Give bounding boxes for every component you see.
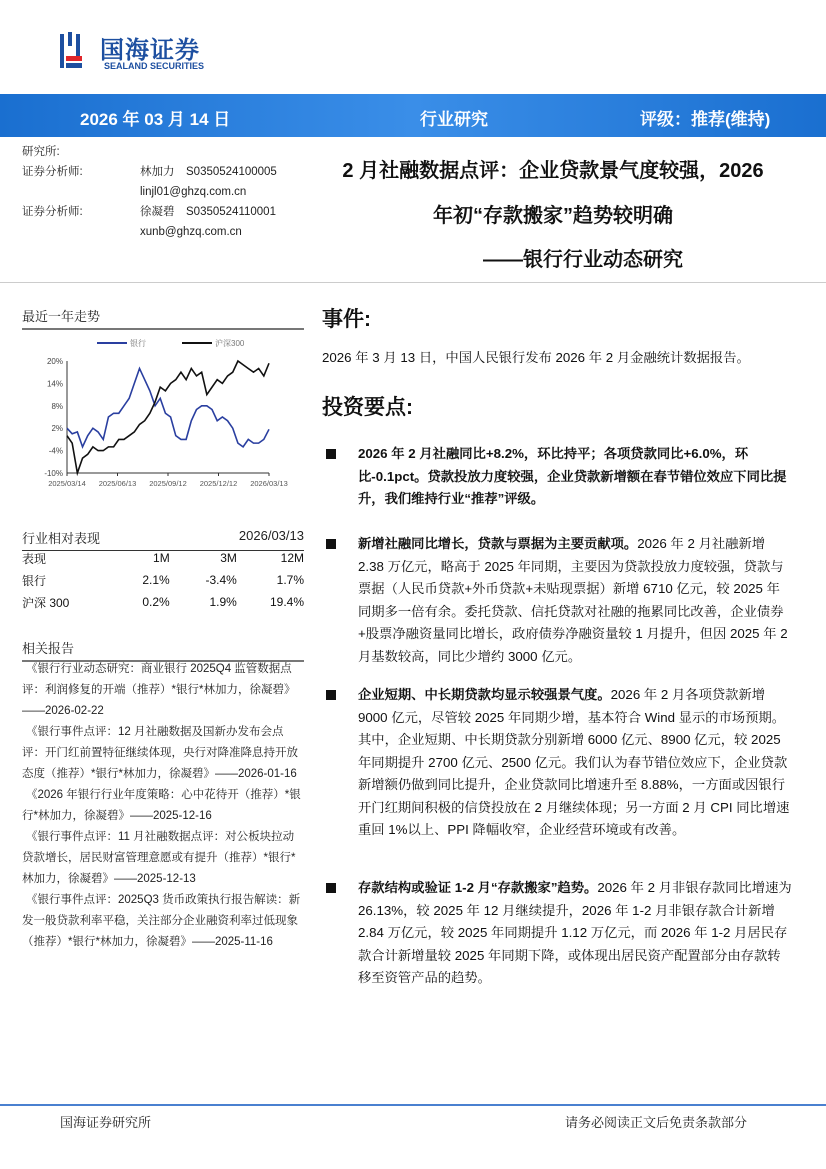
x-tick-label: 2025/06/13 bbox=[98, 479, 137, 488]
related-report-link[interactable]: 《银行事件点评：12 月社融数据及国新办发布会点评：开门红前置特征继续体现，央行对降准降息持开放态度（推荐）*银行*林加力，徐凝碧》——2026-01-16 bbox=[22, 726, 298, 780]
analyst-role: 证券分析师: bbox=[22, 206, 83, 218]
analyst-cert: S0350524110001 bbox=[186, 206, 276, 218]
point-bold: 新增社融同比增长，贷款与票据为主要贡献项。 bbox=[358, 536, 638, 551]
trend-chart bbox=[22, 332, 304, 497]
cell: 银行 bbox=[22, 573, 47, 588]
cell: -3.4% bbox=[205, 573, 237, 587]
footer-left: 国海证券研究所 bbox=[60, 1115, 152, 1130]
report-title-line2: 年初“存款搬家”趋势较明确 bbox=[433, 205, 673, 227]
x-tick-label: 2025/12/12 bbox=[199, 479, 238, 488]
point-text: 2026 年 2 月各项贷款新增 9000 亿元，尽管较 2025 年同期少增，基本符合 Wind 显示的市场预期。其中，企业短期、中长期贷款分别新增 6000 亿元、8900 亿元，较 2025 年同期提升 2700 亿元、2500 亿元。我们认为春节错位效应下，企业贷款新增额仍做到同比提升，企业贷款同比增速升至 8.88%，一方面或因银行开门红期间积极的信贷投放在 2 月继续体现；另一方面 2 月 CPI 同比增速重回 1%以上、PPI 降幅收窄，企业经营环境或有改善。 bbox=[358, 687, 790, 837]
report-date: 2026 年 03 月 14 日 bbox=[80, 110, 231, 129]
analyst-block bbox=[22, 142, 277, 242]
cell: 2.1% bbox=[142, 573, 170, 587]
cell: 1.9% bbox=[209, 595, 237, 609]
bullet-icon bbox=[326, 449, 336, 459]
related-reports bbox=[22, 659, 304, 953]
related-heading: 相关报告 bbox=[22, 638, 304, 662]
point-text: 2026 年 2 月社融新增 2.38 万亿元，略高于 2025 年同期，主要因为贷款投放力度较强，贷款与票据（人民币贷款+外币贷款+未贴现票据）新增 6710 亿元，较 2025 年同期多一倍有余。委托贷款、信托贷款对社融的拖累同比改善，企业债券+股票净融资量同比增长，政府债券净融资量较 1 月提升，但因 2025 年 2 月基数较高，同比少增约 3000 亿元。 bbox=[358, 536, 788, 664]
cell: 1M bbox=[153, 551, 170, 565]
report-category: 行业研究 bbox=[420, 110, 488, 129]
y-tick-label: 14% bbox=[46, 379, 63, 389]
y-tick-label: -10% bbox=[44, 469, 63, 478]
rating: 评级：推荐(维持) bbox=[640, 110, 771, 129]
cell: 0.2% bbox=[142, 595, 170, 609]
event-text: 2026 年 3 月 13 日，中国人民银行发布 2026 年 2 月金融统计数据报告。 bbox=[322, 350, 750, 365]
legend-label: 沪深300 bbox=[215, 339, 245, 348]
bullet-icon bbox=[326, 883, 336, 893]
report-subtitle: ——银行行业动态研究 bbox=[483, 249, 683, 271]
header-band bbox=[0, 94, 826, 137]
x-tick-label: 2025/03/14 bbox=[48, 479, 86, 488]
y-tick-label: 20% bbox=[46, 357, 63, 366]
perf-date: 2026/03/13 bbox=[238, 528, 304, 543]
perf-table bbox=[22, 547, 304, 613]
analyst-name: 林加力 bbox=[140, 166, 175, 178]
cell: 12M bbox=[280, 551, 304, 565]
related-report-link[interactable]: 《银行行业动态研究：商业银行 2025Q4 监管数据点评：利润修复的开端（推荐）*银行*林加力，徐凝碧》——2026-02-22 bbox=[22, 663, 296, 717]
brand-name-en: SEALAND SECURITIES bbox=[104, 61, 205, 71]
point-item bbox=[322, 877, 792, 990]
table-row bbox=[22, 591, 304, 613]
perf-heading: 行业相对表现 bbox=[22, 531, 101, 546]
cell: 1.7% bbox=[276, 573, 304, 587]
analyst-name: 徐凝碧 bbox=[140, 206, 175, 218]
analyst-email[interactable]: linjl01@ghzq.com.cn bbox=[140, 186, 247, 198]
analyst-cert: S0350524100005 bbox=[186, 166, 277, 178]
point-item bbox=[322, 684, 792, 842]
x-tick-label: 2026/03/13 bbox=[250, 479, 288, 488]
y-tick-label: -4% bbox=[48, 446, 63, 456]
divider bbox=[0, 282, 826, 283]
footer-disclaimer[interactable]: 请务必阅读正文后免责条款部分 bbox=[565, 1115, 748, 1130]
cell: 3M bbox=[220, 551, 237, 565]
institute-label: 研究所: bbox=[22, 146, 60, 158]
point-item bbox=[322, 443, 792, 511]
cell: 沪深 300 bbox=[22, 595, 70, 610]
point-item bbox=[322, 533, 792, 668]
analyst-role: 证券分析师: bbox=[22, 166, 83, 178]
bullet-icon bbox=[326, 690, 336, 700]
points-heading: 投资要点: bbox=[322, 396, 413, 419]
cell: 表现 bbox=[22, 551, 47, 566]
legend-label: 银行 bbox=[130, 339, 146, 348]
y-tick-label: 8% bbox=[51, 401, 63, 411]
related-report-link[interactable]: 《2026 年银行行业年度策略：心中花待开（推荐）*银行*林加力，徐凝碧》——2025-12-16 bbox=[22, 789, 301, 822]
series-line-bank bbox=[67, 368, 269, 446]
event-heading: 事件: bbox=[322, 308, 371, 331]
footer-divider bbox=[0, 1104, 826, 1106]
point-bold: 存款结构或验证 1-2 月“存款搬家”趋势。 bbox=[358, 880, 598, 895]
y-tick-label: 2% bbox=[51, 424, 63, 434]
bullet-icon bbox=[326, 539, 336, 549]
report-title-line1: 2 月社融数据点评：企业贷款景气度较强，2026 bbox=[342, 160, 764, 182]
related-report-link[interactable]: 《银行事件点评：2025Q3 货币政策执行报告解读：新发一般贷款利率平稳，关注部分企业融资利率过低现象（推荐）*银行*林加力，徐凝碧》——2025-11-16 bbox=[22, 894, 301, 948]
table-header-row bbox=[22, 547, 304, 569]
point-bold: 企业短期、中长期贷款均显示较强景气度。 bbox=[358, 687, 611, 702]
cell: 19.4% bbox=[269, 595, 304, 609]
point-text: 2026 年 2 月非银存款同比增速为 26.13%，较 2025 年 12 月继续提升，2026 年 1-2 月非银存款合计新增 2.84 万亿元，较 2025 年同期提升 1.12 万亿元，而 2026 年 1-2 月居民存款合计新增量较 2025 年同期下降，或体现出居民资产配置部分由存款转移至资管产品的趋势。 bbox=[358, 880, 792, 985]
table-row bbox=[22, 569, 304, 591]
x-tick-label: 2025/09/12 bbox=[149, 479, 187, 488]
point-bold: 2026 年 2 月社融同比+8.2%，环比持平；各项贷款同比+6.0%，环比-0.1pct。贷款投放力度较强，企业贷款新增额在春节错位效应下同比提升，我们维持行业“推荐”评级。 bbox=[358, 446, 787, 506]
related-report-link[interactable]: 《银行事件点评：11 月社融数据点评：对公板块拉动贷款增长，居民财富管理意愿或有提升（推荐）*银行*林加力，徐凝碧》——2025-12-13 bbox=[22, 831, 296, 885]
series-line-hs300 bbox=[67, 361, 269, 473]
analyst-email[interactable]: xunb@ghzq.com.cn bbox=[140, 226, 242, 238]
brand-name: 国海证券 bbox=[100, 37, 200, 64]
trend-heading: 最近一年走势 bbox=[22, 306, 304, 330]
